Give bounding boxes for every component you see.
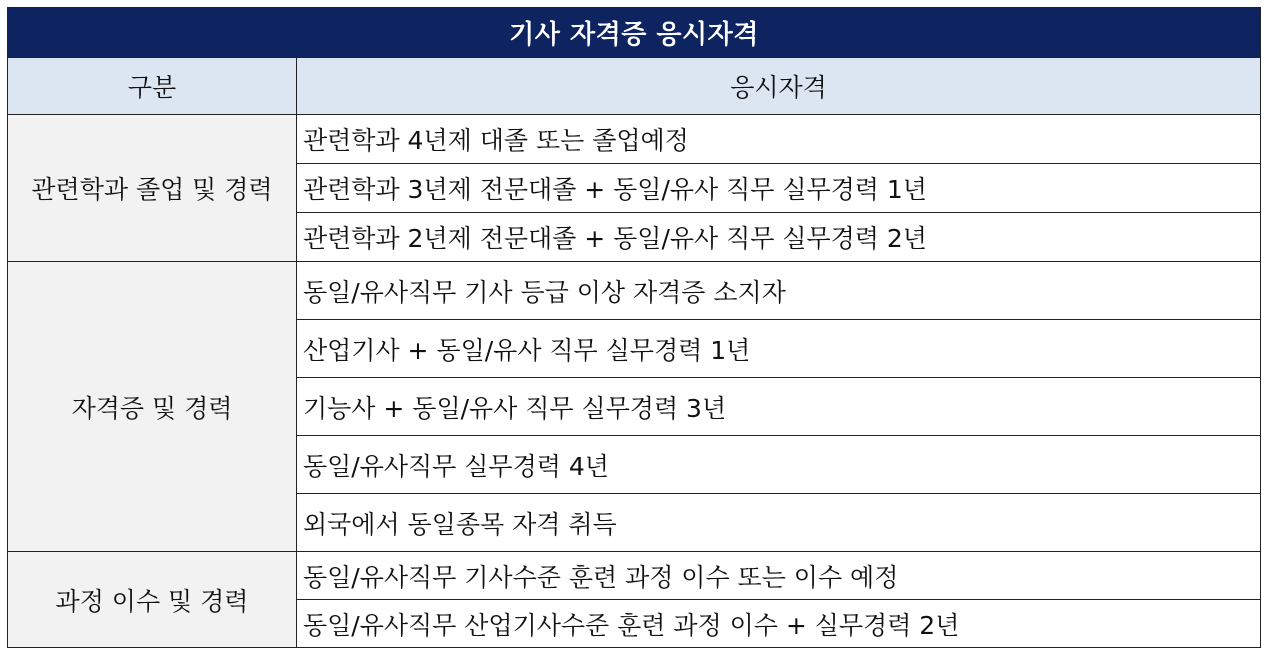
table-row: [8, 552, 1261, 600]
qualification-table-container: [7, 7, 1260, 648]
column-header-qualification: 응시자격: [297, 58, 1261, 115]
table-title: 기사 자격증 응시자격: [8, 8, 1261, 58]
category-cell-certificate: 자격증 및 경력: [8, 262, 297, 552]
table-row: [8, 262, 1261, 320]
qualification-item: 관련학과 4년제 대졸 또는 졸업예정: [297, 115, 1261, 164]
column-header-category: 구분: [8, 58, 297, 115]
table-row: [8, 115, 1261, 164]
qualification-item: 관련학과 3년제 전문대졸 + 동일/유사 직무 실무경력 1년: [297, 164, 1261, 213]
qualification-item: 동일/유사직무 실무경력 4년: [297, 436, 1261, 494]
qualification-item: 외국에서 동일종목 자격 취득: [297, 494, 1261, 552]
qualification-item: 동일/유사직무 산업기사수준 훈련 과정 이수 + 실무경력 2년: [297, 600, 1261, 648]
qualification-item: 동일/유사직무 기사 등급 이상 자격증 소지자: [297, 262, 1261, 320]
title-row: [8, 8, 1261, 58]
qualification-item: 산업기사 + 동일/유사 직무 실무경력 1년: [297, 320, 1261, 378]
qualification-item: 기능사 + 동일/유사 직무 실무경력 3년: [297, 378, 1261, 436]
qualification-table: [7, 7, 1261, 648]
category-cell-course: 과정 이수 및 경력: [8, 552, 297, 648]
qualification-item: 동일/유사직무 기사수준 훈련 과정 이수 또는 이수 예정: [297, 552, 1261, 600]
category-cell-graduation: 관련학과 졸업 및 경력: [8, 115, 297, 262]
qualification-item: 관련학과 2년제 전문대졸 + 동일/유사 직무 실무경력 2년: [297, 213, 1261, 262]
header-row: [8, 58, 1261, 115]
